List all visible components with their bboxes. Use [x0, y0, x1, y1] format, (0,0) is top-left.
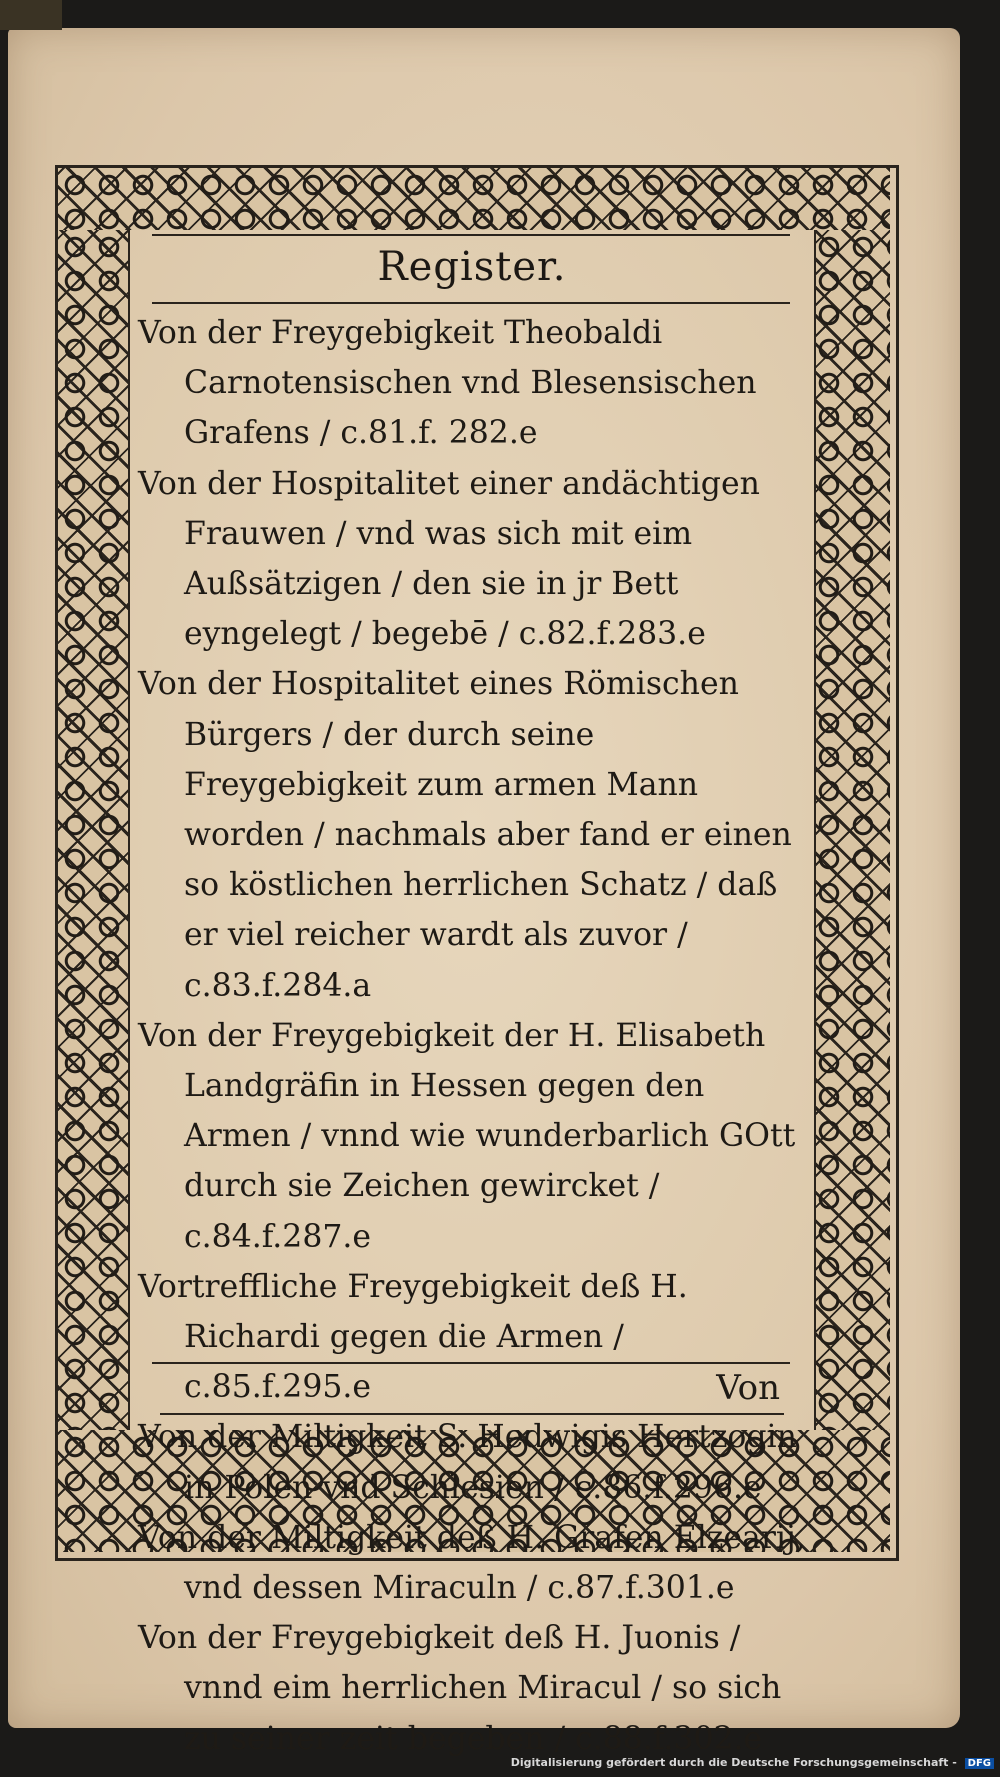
title-rule [152, 302, 790, 304]
catchword: Von [716, 1368, 780, 1408]
register-entry: Von der Miltigkeit S. Hedwigis Hertzogin in Polen vnd Schlesien / c.86.f.296.e [138, 1419, 797, 1506]
digitization-credit [511, 1756, 994, 1769]
register-entry: Von der Hospitalitet einer andächtigen Frauwen / vnd was sich mit eim Außsätzigen / den sie in jr Bett eyngelegt / begebē / c.82.f.283.e [138, 465, 760, 653]
ornament-border-left [58, 230, 128, 1430]
spine-edge [0, 0, 62, 30]
ornament-border-right [812, 230, 890, 1430]
register-entry: Von der Freygebigkeit der H. Elisabeth Landgräfin in Hessen gegen den Armen / vnnd wie wunderbarlich GOtt durch sie Zeichen gewircket / c.84.f.287.e [138, 1017, 796, 1255]
register-entry: Von der Miltigkeit deß H. Grafen Elzearij, vnd dessen Miraculn / c.87.f.301.e [138, 1519, 806, 1607]
register-entry: Von der Hospitalitet eines Römischen Bürgers / der durch seine Freygebigkeit zum armen Mann worden / nachmals aber fand er einen so köstlichen herrlichen Schatz / daß er viel reicher wardt als zuvor / c.83.f.284.a [138, 666, 792, 1004]
credit-text: Digitalisierung gefördert durch die Deutsche Forschungsgemeinschaft - [510, 1756, 957, 1769]
register-entry: Von der Freygebigkeit Theobaldi Carnotensischen vnd Blesensischen Grafens / c.81.f. 282.e [138, 315, 757, 452]
bottom-rule [152, 1362, 790, 1364]
dfg-logo: DFG [965, 1758, 994, 1769]
top-rule [152, 234, 790, 236]
register-entries [138, 308, 808, 1764]
page-title: Register. [377, 244, 567, 290]
register-entry: Vortreffliche Freygebigkeit deß H. Richardi gegen die Armen / c.85.f.295.e [138, 1268, 688, 1406]
bottom-rule-lower [160, 1413, 784, 1415]
register-entry: Von der Freygebigkeit deß H. Juonis / vnnd eim herrlichen Miracul / so sich zu seiner zeit begeben / c.88.f.302.e [138, 1620, 782, 1757]
ornament-border-top [58, 168, 890, 230]
register-text-panel [128, 230, 816, 1757]
